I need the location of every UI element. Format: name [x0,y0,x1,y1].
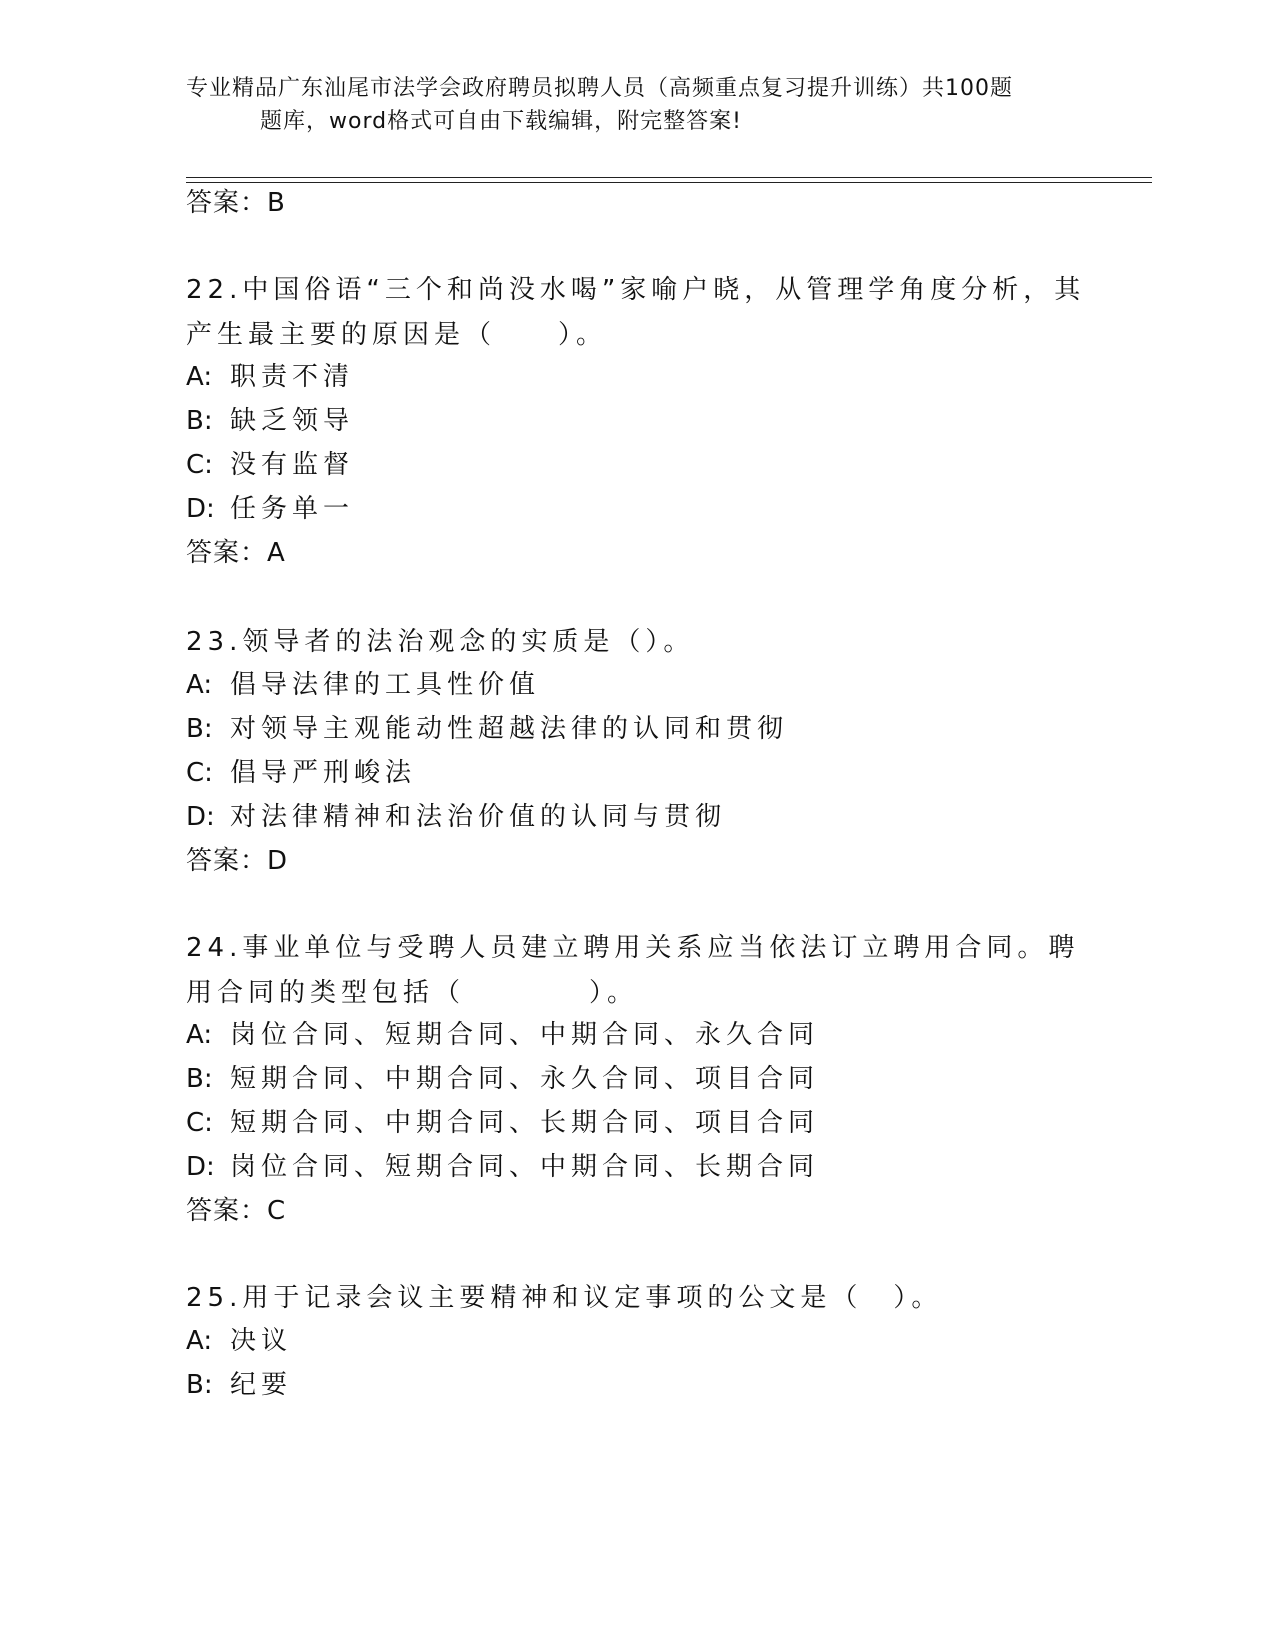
question-24-option-c [186,1106,819,1140]
question-23-option-c [186,756,416,790]
question-22-option-d [186,492,354,526]
option-letter: B: [186,406,213,436]
option-text: 短期合同、中期合同、永久合同、项目合同 [230,1064,820,1094]
option-letter: C: [186,758,213,788]
header-divider-bottom [186,182,1152,183]
option-text: 对法律精神和法治价值的认同与贯彻 [230,802,727,832]
question-24-option-d [186,1150,819,1184]
option-letter: C: [186,1108,213,1138]
option-text: 倡导法律的工具性价值 [230,670,541,700]
option-text: 倡导严刑峻法 [230,758,417,788]
option-text: 决议 [230,1326,293,1356]
question-24-text: 24.事业单位与受聘人员建立聘用关系应当依法订立聘用合同。聘用合同的类型包括（ ）。 [186,933,1080,1008]
header-divider-top [186,177,1152,178]
option-letter: B: [186,1064,213,1094]
option-text: 短期合同、中期合同、长期合同、项目合同 [230,1108,820,1138]
answer-24: 答案：C [186,1196,287,1226]
question-24-option-a [186,1018,819,1052]
header-title-line1: 专业精品广东汕尾市法学会政府聘员拟聘人员（高频重点复习提升训练）共100题 [186,76,1013,101]
page-header [186,72,1086,138]
question-23-option-b [186,712,788,746]
option-letter: C: [186,450,213,480]
answer-21: 答案：B [186,188,286,218]
option-letter: B: [186,1370,213,1400]
option-text: 岗位合同、短期合同、中期合同、永久合同 [230,1020,820,1050]
option-letter: D: [186,802,215,832]
question-22-text: 22.中国俗语“三个和尚没水喝”家喻户晓，从管理学角度分析，其产生最主要的原因是（ ）。 [186,275,1086,350]
option-text: 没有监督 [230,450,355,480]
question-22-option-a [186,360,354,394]
option-letter: A: [186,1020,213,1050]
option-letter: A: [186,362,213,392]
option-text: 职责不清 [230,362,355,392]
question-23-option-d [186,800,726,834]
question-22-option-c [186,448,354,482]
option-letter: A: [186,670,213,700]
question-23-text: 23.领导者的法治观念的实质是（）。 [186,627,695,657]
option-letter: B: [186,714,213,744]
question-24-option-b [186,1062,819,1096]
question-25-text: 25.用于记录会议主要精神和议定事项的公文是（ ）。 [186,1283,943,1313]
answer-23: 答案：D [186,846,289,876]
header-title-line2: 题库，word格式可自由下载编辑，附完整答案! [260,109,742,134]
question-25-option-b [186,1368,292,1402]
option-letter: A: [186,1326,213,1356]
question-22-option-b [186,404,354,438]
option-text: 缺乏领导 [230,406,355,436]
option-text: 纪要 [230,1370,293,1400]
option-text: 任务单一 [230,494,355,524]
question-23-option-a [186,668,540,702]
option-letter: D: [186,494,215,524]
question-25-option-a [186,1324,292,1358]
answer-22: 答案：A [186,538,286,568]
option-letter: D: [186,1152,215,1182]
option-text: 对领导主观能动性超越法律的认同和贯彻 [230,714,789,744]
option-text: 岗位合同、短期合同、中期合同、长期合同 [230,1152,820,1182]
